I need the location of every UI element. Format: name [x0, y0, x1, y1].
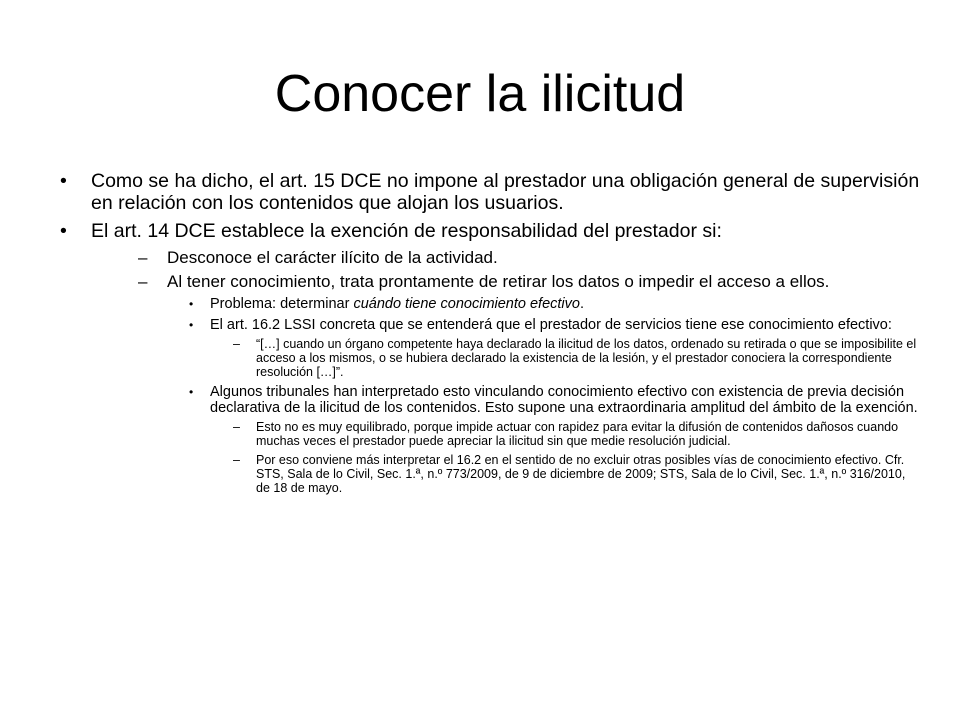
problema-suffix: .	[579, 296, 584, 312]
quote-list	[210, 337, 920, 379]
slide-title: Conocer la ilicitud	[274, 65, 686, 123]
sub-item	[91, 272, 920, 292]
bullet-text: Como se ha dicho, el art. 15 DCE no impone al prestador una obligación general de supervisión en relación con los contenidos que alojan los usuarios.	[91, 170, 920, 214]
bullet-list	[60, 170, 920, 495]
note-list	[210, 420, 920, 495]
sub-item	[91, 248, 920, 268]
dash-marker: –	[233, 420, 240, 434]
sub-sub-list	[91, 296, 920, 495]
note-text: Por eso conviene más interpretar el 16.2 en el sentido de no excluir otras posibles vías de conocimiento efectivo. Cfr. STS, Sala de lo Civil, Sec. 1.ª, n.º 773/2009, de 9 de diciembre de 2009; STS, Sala de lo Civil, Sec. 1.ª, n.º 316/2010, de 18 de mayo.	[256, 453, 906, 495]
note-item	[210, 420, 920, 448]
lssi-quote: “[…] cuando un órgano competente haya declarado la ilicitud de los datos, ordenado su retirada o que se imposibilite el acceso a los mismos, o se hubiera declarado la existencia de la lesión, y el prestador conociera la correspondiente resolución […]”.	[256, 337, 917, 379]
sub-text: Desconoce el carácter ilícito de la actividad.	[167, 248, 498, 267]
sub-sub-item	[91, 317, 920, 379]
bullet-marker: •	[189, 318, 194, 332]
sub-text: Al tener conocimiento, trata prontamente de retirar los datos o impedir el acceso a ellos.	[167, 272, 830, 291]
sub-list	[91, 248, 920, 292]
problema-italic: cuándo tiene conocimiento efectivo	[353, 296, 580, 312]
dash-marker: –	[138, 248, 148, 267]
sub-sub-item	[91, 296, 920, 312]
lssi-text: El art. 16.2 LSSI concreta que se entenderá que el prestador de servicios tiene ese conocimiento efectivo:	[210, 317, 892, 333]
bullet-marker: •	[60, 220, 67, 242]
dash-marker: –	[138, 272, 148, 291]
bullet-text: El art. 14 DCE establece la exención de responsabilidad del prestador si:	[91, 220, 722, 242]
dash-marker: –	[233, 453, 240, 467]
tribunales-text: Algunos tribunales han interpretado esto vinculando conocimiento efectivo con existencia de previa decisión declarativa de la ilicitud de los contenidos. Esto supone una extraordinaria amplitud del ámbito de la exención.	[210, 384, 918, 416]
bullet-item	[60, 220, 920, 495]
quote-item	[210, 337, 920, 379]
sub-sub-item	[91, 384, 920, 495]
slide-body	[60, 170, 920, 501]
note-text: Esto no es muy equilibrado, porque impide actuar con rapidez para evitar la difusión de contenidos dañosos cuando muchas veces el prestador puede apreciar la ilicitud sin que medie resolución judicial.	[256, 420, 899, 448]
dash-marker: –	[233, 337, 240, 351]
bullet-marker: •	[189, 385, 194, 399]
bullet-marker: •	[60, 170, 67, 192]
note-item	[210, 453, 920, 495]
problema-prefix: Problema: determinar	[210, 296, 354, 312]
bullet-marker: •	[189, 297, 194, 311]
bullet-item	[60, 170, 920, 214]
